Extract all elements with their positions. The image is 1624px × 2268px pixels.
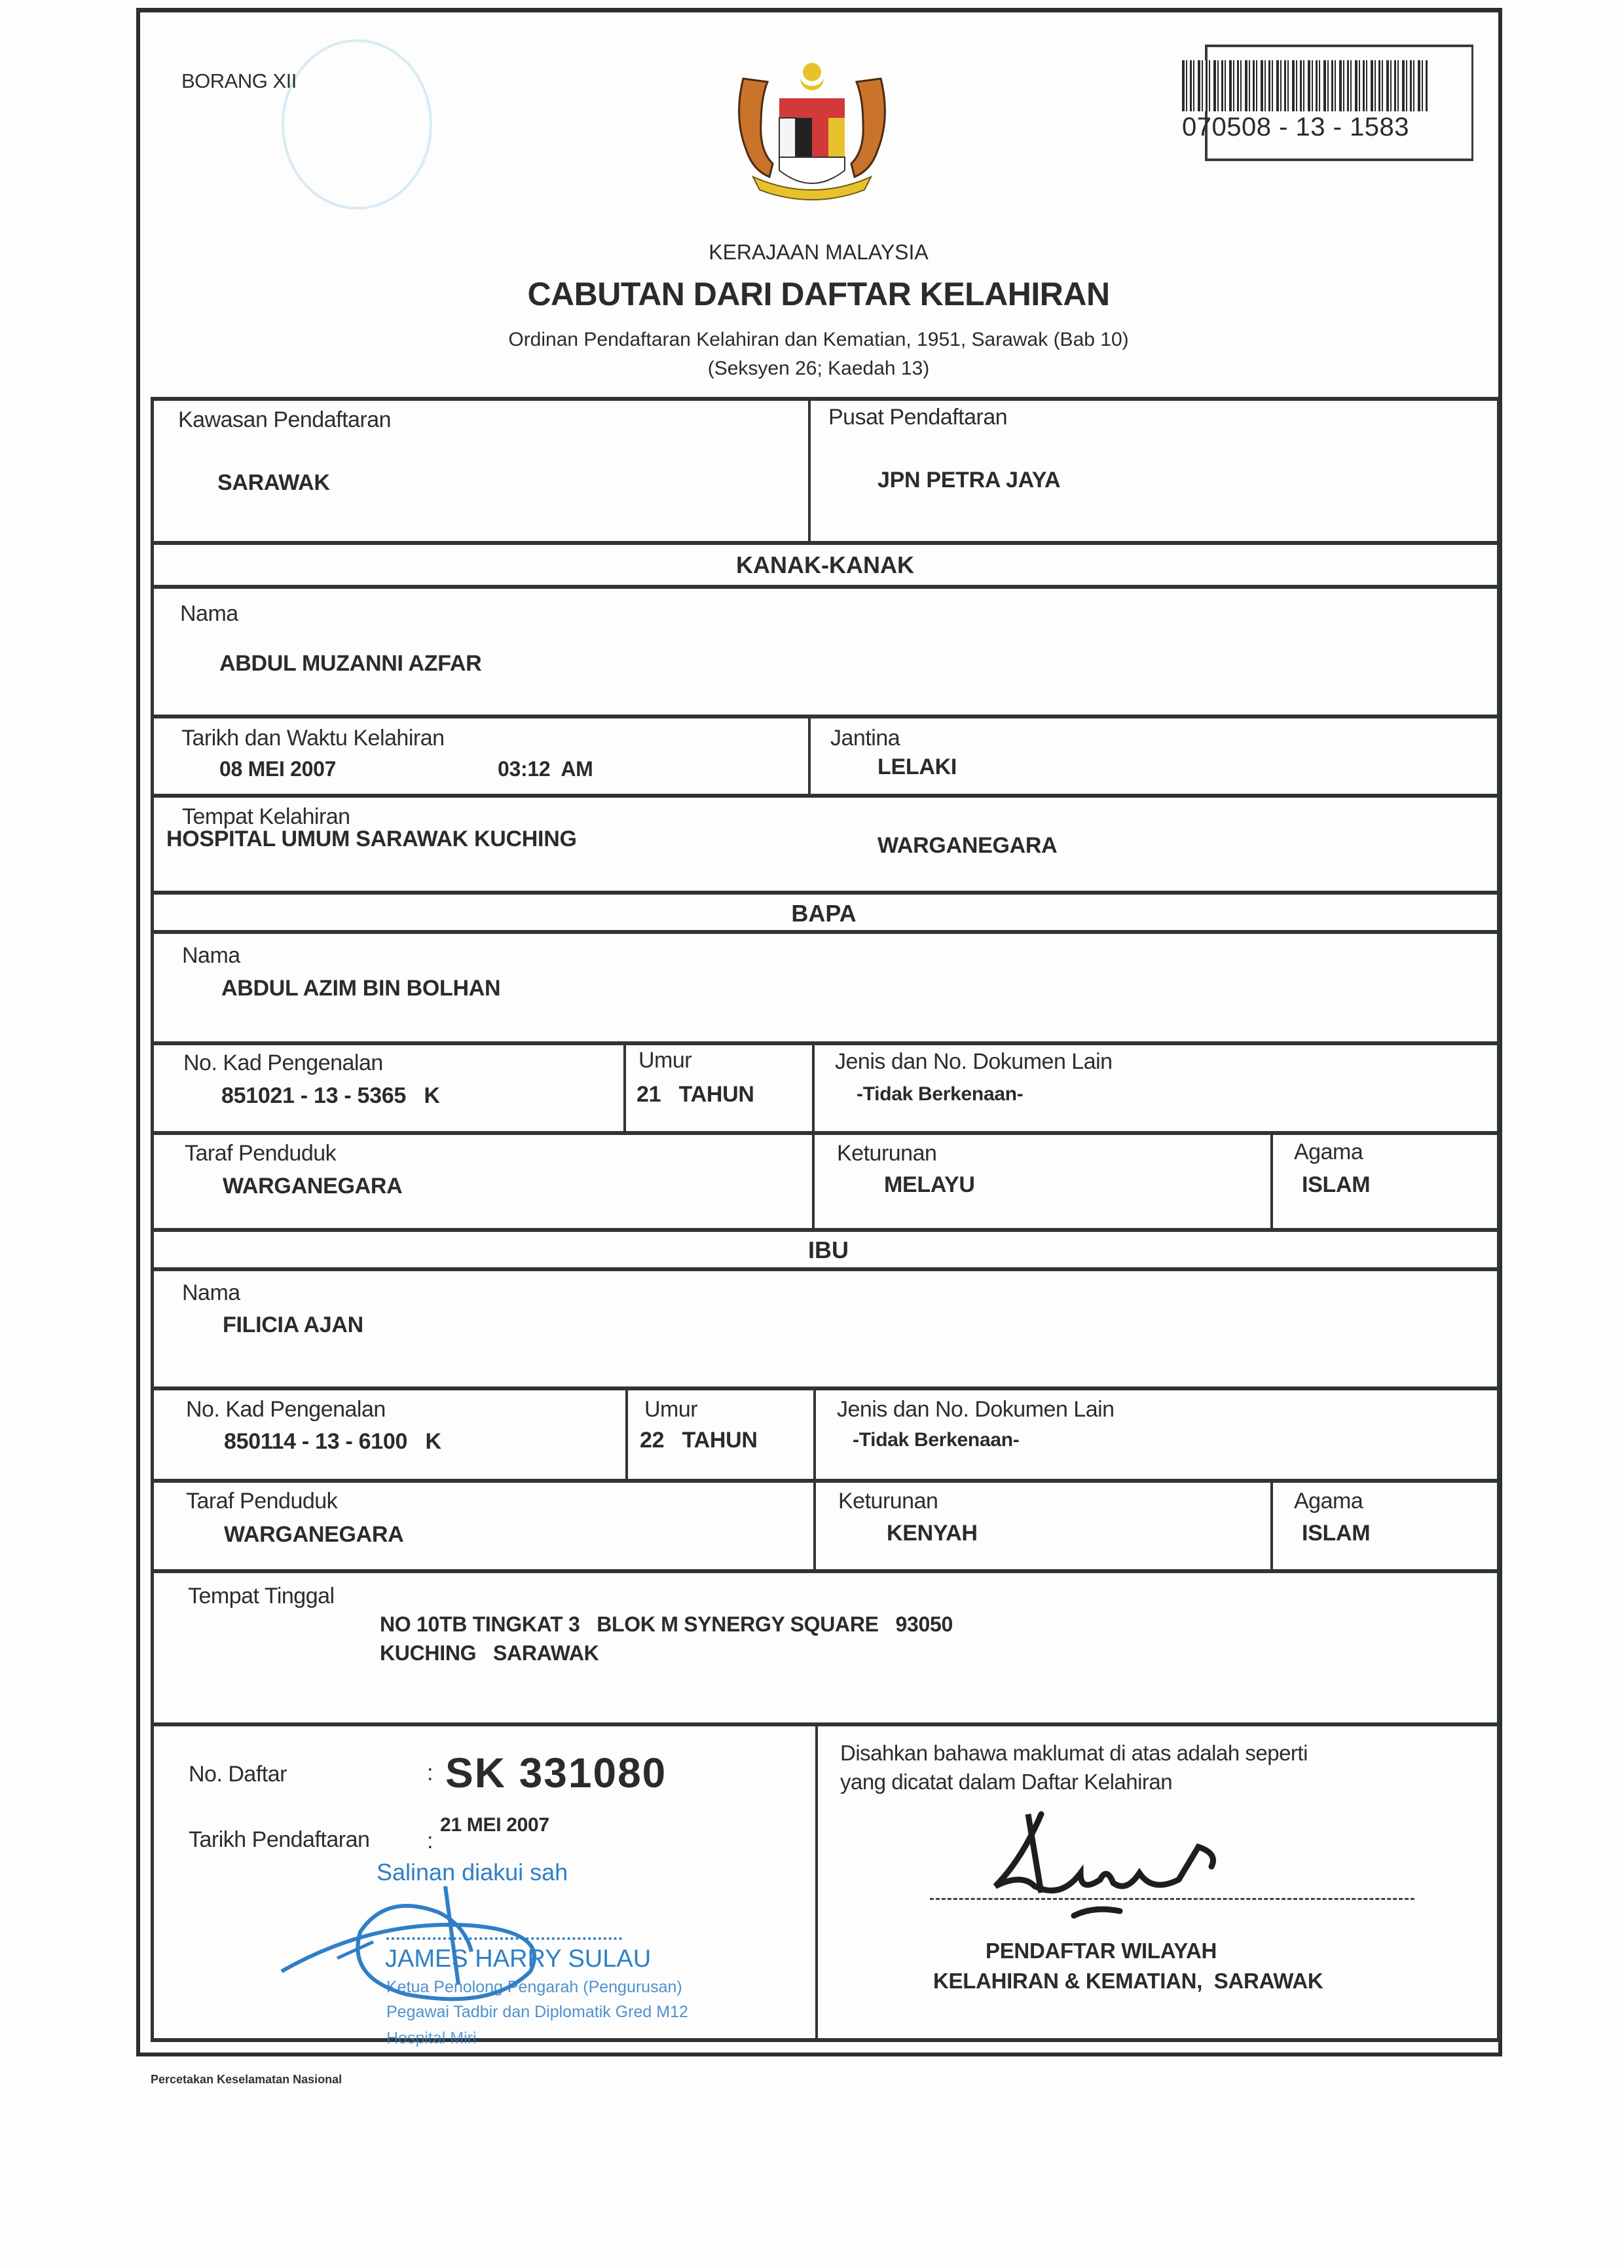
- certifier-grade: Pegawai Tadbir dan Diplomatik Gred M12: [386, 2003, 688, 2021]
- certification-line2: yang dicatat dalam Daftar Kelahiran: [840, 1770, 1173, 1794]
- registration-center-value: JPN PETRA JAYA: [877, 468, 1061, 493]
- row-divider: [151, 1386, 1500, 1390]
- birth-datetime-label: Tarikh dan Waktu Kelahiran: [181, 726, 445, 751]
- residence-line2: KUCHING SARAWAK: [380, 1641, 599, 1665]
- col-divider: [625, 1389, 628, 1480]
- mother-residency-label: Taraf Penduduk: [186, 1489, 338, 1514]
- child-name-value: ABDUL MUZANNI AZFAR: [219, 651, 482, 676]
- printer-footer: Percetakan Keselamatan Nasional: [151, 2073, 342, 2086]
- col-divider: [623, 1044, 626, 1132]
- mother-other-doc-label: Jenis dan No. Dokumen Lain: [837, 1397, 1115, 1422]
- certifier-name: JAMES HARRY SULAU: [385, 1945, 652, 1973]
- row-divider: [151, 891, 1500, 895]
- registration-area-value: SARAWAK: [217, 470, 330, 495]
- child-name-label: Nama: [180, 601, 238, 626]
- father-name-label: Nama: [182, 943, 240, 968]
- certification-line1: Disahkan bahawa maklumat di atas adalah seperti: [840, 1741, 1308, 1765]
- col-divider: [808, 717, 811, 795]
- mother-residency-value: WARGANEGARA: [224, 1522, 404, 1547]
- row-divider: [151, 715, 1500, 718]
- mother-name-value: FILICIA AJAN: [223, 1312, 363, 1337]
- mother-age-label: Umur: [644, 1397, 698, 1422]
- certified-stamp-heading: Salinan diakui sah: [377, 1859, 568, 1886]
- father-residency-value: WARGANEGARA: [223, 1174, 403, 1199]
- col-divider: [815, 1725, 818, 2039]
- father-residency-label: Taraf Penduduk: [185, 1141, 337, 1166]
- table-border-left: [151, 398, 154, 2042]
- register-number-value: SK 331080: [445, 1749, 667, 1796]
- row-divider: [151, 1479, 1500, 1483]
- mother-age-value: 22 TAHUN: [640, 1428, 758, 1453]
- col-divider: [813, 1389, 816, 1571]
- father-age-value: 21 TAHUN: [637, 1082, 754, 1107]
- register-date-value: 21 MEI 2007: [440, 1814, 549, 1836]
- registrar-signature-icon: [982, 1808, 1257, 1925]
- mother-ic-label: No. Kad Pengenalan: [186, 1397, 386, 1422]
- document-title: CABUTAN DARI DAFTAR KELAHIRAN: [527, 276, 1110, 312]
- father-ic-value: 851021 - 13 - 5365 K: [221, 1083, 440, 1108]
- registration-area-label: Kawasan Pendaftaran: [178, 407, 392, 432]
- row-divider: [151, 1228, 1500, 1232]
- col-divider: [1270, 1133, 1273, 1229]
- ordinance-text: Ordinan Pendaftaran Kelahiran dan Kematian, 1951, Sarawak (Bab 10): [508, 329, 1129, 350]
- row-divider: [151, 541, 1500, 545]
- birth-date-value: 08 MEI 2007: [219, 757, 337, 781]
- col-divider: [812, 1044, 815, 1229]
- row-divider: [151, 2038, 1500, 2042]
- father-religion-value: ISLAM: [1302, 1172, 1371, 1197]
- row-divider: [151, 1722, 1500, 1726]
- mother-ethnicity-label: Keturunan: [838, 1489, 938, 1514]
- father-section-title: BAPA: [791, 900, 857, 927]
- gender-value: LELAKI: [877, 754, 957, 779]
- mother-religion-value: ISLAM: [1302, 1521, 1371, 1546]
- birthplace-value: HOSPITAL UMUM SARAWAK KUCHING: [166, 827, 577, 851]
- colon: :: [427, 1760, 434, 1785]
- register-date-label: Tarikh Pendaftaran: [189, 1827, 370, 1852]
- row-divider: [151, 1041, 1500, 1045]
- registrar-signature-line: [930, 1898, 1414, 1900]
- gender-label: Jantina: [830, 726, 900, 751]
- form-code: BORANG XII: [181, 69, 297, 92]
- father-age-label: Umur: [638, 1048, 692, 1073]
- father-name-value: ABDUL AZIM BIN BOLHAN: [221, 976, 501, 1001]
- birth-time-value: 03:12 AM: [498, 757, 593, 781]
- government-title: KERAJAAN MALAYSIA: [709, 240, 929, 264]
- mother-name-label: Nama: [182, 1280, 240, 1305]
- faded-round-stamp: [282, 39, 432, 210]
- row-divider: [151, 1267, 1500, 1271]
- registration-center-label: Pusat Pendaftaran: [828, 405, 1008, 430]
- mother-other-doc-value: -Tidak Berkenaan-: [853, 1429, 1020, 1451]
- child-section-title: KANAK-KANAK: [736, 551, 914, 578]
- colon: :: [427, 1829, 434, 1853]
- row-divider: [151, 397, 1500, 401]
- mother-religion-label: Agama: [1294, 1489, 1363, 1514]
- father-religion-label: Agama: [1294, 1140, 1363, 1164]
- mother-ethnicity-value: KENYAH: [887, 1521, 978, 1546]
- father-ethnicity-label: Keturunan: [837, 1141, 937, 1166]
- col-divider: [808, 400, 811, 542]
- row-divider: [151, 1131, 1500, 1135]
- father-other-doc-label: Jenis dan No. Dokumen Lain: [835, 1049, 1113, 1074]
- row-divider: [151, 794, 1500, 798]
- row-divider: [151, 1569, 1500, 1573]
- father-ic-label: No. Kad Pengenalan: [183, 1050, 383, 1075]
- register-number-label: No. Daftar: [189, 1762, 287, 1787]
- registrar-title-line2: KELAHIRAN & KEMATIAN, SARAWAK: [933, 1969, 1323, 1993]
- father-other-doc-value: -Tidak Berkenaan-: [857, 1083, 1024, 1105]
- mother-ic-value: 850114 - 13 - 6100 K: [224, 1429, 441, 1454]
- certifier-position: Ketua Penolong Pengarah (Pengurusan): [386, 1978, 682, 1996]
- row-divider: [151, 585, 1500, 589]
- residence-line1: NO 10TB TINGKAT 3 BLOK M SYNERGY SQUARE 93050: [380, 1612, 953, 1636]
- table-border-right: [1497, 398, 1500, 2042]
- father-ethnicity-value: MELAYU: [884, 1172, 975, 1197]
- birthplace-label: Tempat Kelahiran: [182, 804, 350, 829]
- row-divider: [151, 930, 1500, 934]
- child-citizenship-value: WARGANEGARA: [877, 833, 1058, 858]
- barcode-icon: [1182, 60, 1428, 111]
- col-divider: [1270, 1481, 1273, 1571]
- residence-label: Tempat Tinggal: [188, 1584, 335, 1608]
- registrar-title-line1: PENDAFTAR WILAYAH: [986, 1939, 1217, 1963]
- signature-dotted-line: [386, 1937, 622, 1940]
- mother-section-title: IBU: [808, 1236, 849, 1263]
- coat-of-arms-icon: [714, 52, 910, 210]
- serial-number: 070508 - 13 - 1583: [1182, 113, 1410, 141]
- section-text: (Seksyen 26; Kaedah 13): [707, 358, 930, 379]
- certifier-office: Hospital Miri: [386, 2029, 477, 2047]
